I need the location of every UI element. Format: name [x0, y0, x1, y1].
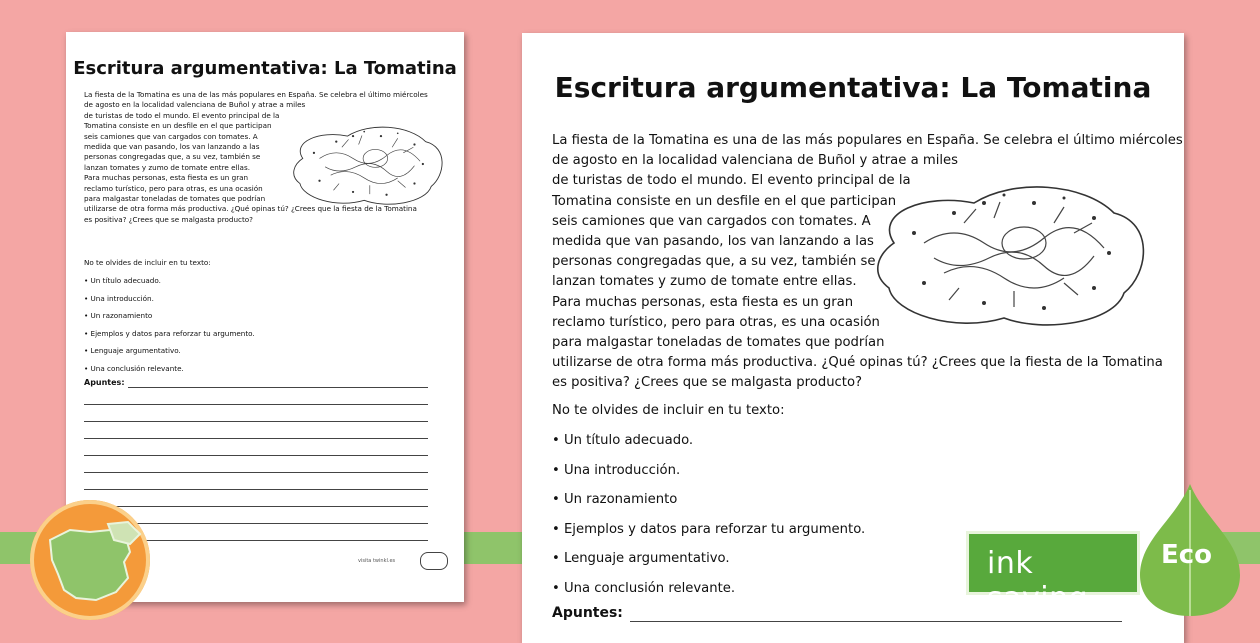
list-item: • Un razonamiento — [84, 311, 153, 320]
paragraph-line: lanzan tomates y zumo de tomate entre ellas. — [552, 274, 857, 290]
paragraph-line: utilizarse de otra forma más productiva. ¿Qué opinas tú? ¿Crees que la fiesta de la Tomatina — [84, 204, 417, 214]
footer-link: visita twinkl.es — [358, 558, 396, 564]
paragraph-line: de turistas de todo el mundo. El evento principal de la — [84, 110, 280, 120]
paragraph-line: lanzan tomates y zumo de tomate entre ellas. — [84, 162, 250, 172]
paragraph-line: reclamo turístico, pero para otras, es una ocasión — [552, 314, 880, 330]
paragraph-line: medida que van pasando, los van lanzando a las — [84, 142, 260, 152]
paragraph-line: medida que van pasando, los van lanzando a las — [552, 234, 874, 250]
list-item: • Un razonamiento — [552, 492, 678, 507]
paragraph-line: Tomatina consiste en un desfile en el que participan — [552, 193, 897, 209]
list-item: • Una conclusión relevante. — [552, 580, 736, 596]
paragraph-line: reclamo turístico, pero para otras, es una ocasión — [84, 183, 263, 193]
paragraph-line: es positiva? ¿Crees que se malgasta producto? — [552, 375, 863, 391]
paragraph-line: seis camiones que van cargados con tomates. A — [84, 131, 258, 141]
writing-line — [84, 438, 428, 439]
paragraph-line: seis camiones que van cargados con tomates. A — [552, 213, 871, 229]
ink-saving-label: ink saving — [987, 546, 1089, 616]
list-item: • Una introducción. — [552, 462, 681, 478]
paragraph-line: de turistas de todo el mundo. El evento principal de la — [552, 173, 911, 189]
writing-line — [128, 387, 428, 388]
paragraph-line: personas congregadas que, a su vez, también se — [552, 254, 876, 270]
paragraph-line: Para muchas personas, esta fiesta es un gran — [84, 173, 249, 183]
remember-text: No te olvides de incluir en tu texto: — [552, 403, 785, 418]
paragraph-line: personas congregadas que, a su vez, también se — [84, 152, 261, 162]
writing-line — [84, 455, 428, 456]
writing-line — [84, 404, 428, 405]
worksheet-title: Escritura argumentativa: La Tomatina — [554, 71, 1152, 104]
tomatina-illustration — [286, 116, 448, 212]
writing-line — [630, 621, 1122, 622]
writing-line — [84, 421, 428, 422]
list-item: • Una introducción. — [84, 293, 154, 303]
twinkl-logo-icon — [420, 552, 448, 570]
requirements-list — [84, 276, 255, 381]
tomatina-illustration — [864, 173, 1154, 333]
writing-line — [84, 472, 428, 473]
spain-map-badge — [30, 500, 150, 620]
paragraph-line: es positiva? ¿Crees que se malgasta producto? — [84, 214, 253, 224]
paragraph-line: La fiesta de la Tomatina es una de las más populares en España. Se celebra el último miércoles — [552, 133, 1183, 148]
writing-line — [84, 489, 428, 490]
paragraph-line: utilizarse de otra forma más productiva. ¿Qué opinas tú? ¿Crees que la fiesta de la Tomatina — [552, 355, 1163, 371]
remember-text: No te olvides de incluir en tu texto: — [84, 258, 211, 267]
eco-label: Eco — [1161, 540, 1213, 570]
paragraph-line: de agosto en la localidad valenciana de Buñol y atrae a miles — [84, 100, 306, 110]
requirements-list — [552, 433, 865, 610]
paragraph-line: para malgastar toneladas de tomates que podrían — [552, 335, 885, 351]
notes-label: Apuntes: — [552, 605, 623, 621]
list-item: • Lenguaje argumentativo. — [552, 551, 730, 566]
notes-label: Apuntes: — [84, 378, 125, 387]
list-item: • Lenguaje argumentativo. — [84, 346, 181, 355]
spain-map-icon — [30, 500, 150, 620]
paragraph-line: de agosto en la localidad valenciana de Buñol y atrae a miles — [552, 153, 959, 169]
paragraph-line: Tomatina consiste en un desfile en el que participan — [84, 121, 272, 131]
list-item: • Ejemplos y datos para reforzar tu argumento. — [84, 328, 255, 338]
list-item: • Un título adecuado. — [552, 433, 694, 448]
paragraph-line: La fiesta de la Tomatina es una de las más populares en España. Se celebra el último miércoles — [84, 90, 428, 99]
paragraph-line: Para muchas personas, esta fiesta es un gran — [552, 294, 854, 310]
list-item: • Un título adecuado. — [84, 276, 161, 285]
paragraph-line: para malgastar toneladas de tomates que podrían — [84, 194, 266, 204]
list-item: • Una conclusión relevante. — [84, 363, 184, 373]
ink-saving-badge — [966, 531, 1140, 616]
list-item: • Ejemplos y datos para reforzar tu argumento. — [552, 521, 866, 537]
worksheet-title: Escritura argumentativa: La Tomatina — [73, 58, 457, 79]
